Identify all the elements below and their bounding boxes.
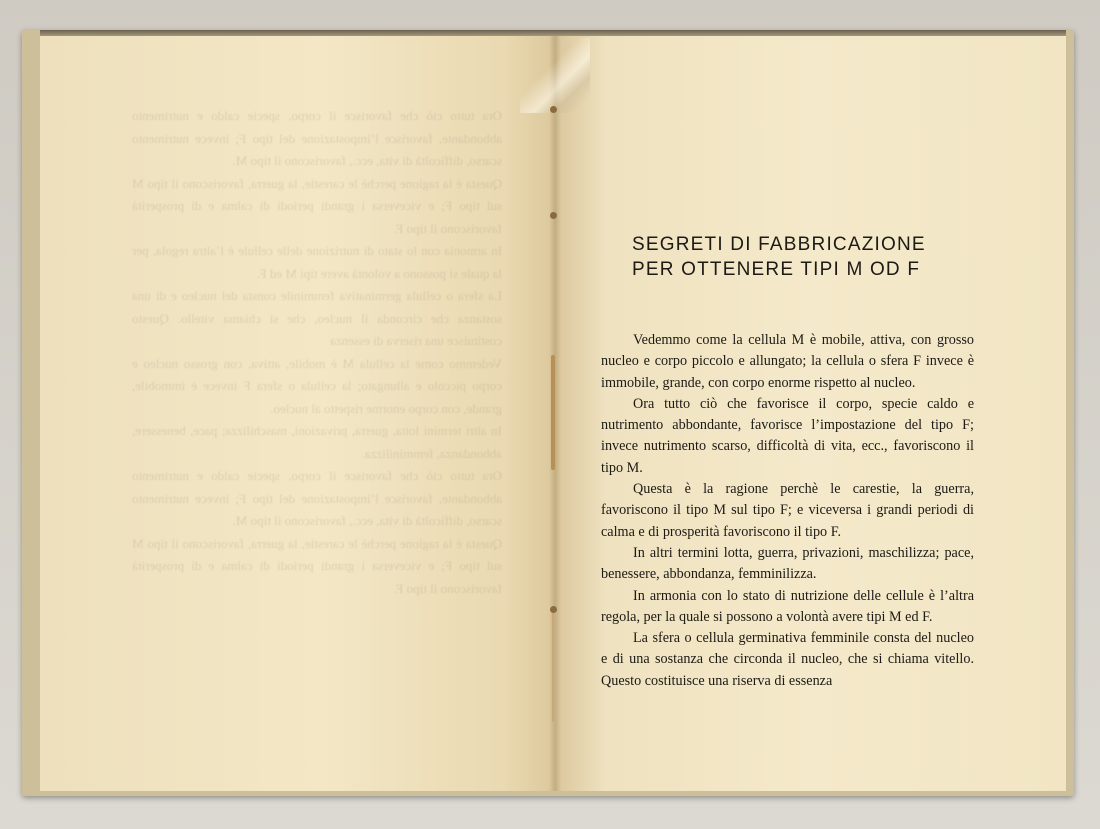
binding-thread-lower [552,612,554,722]
paragraph: La sfera o cellula germinativa femminile consta del nucleo e di una sostanza che circonda il nucleo, che si chiama vitello. Questo costituisce una riserva di essenza [601,630,974,689]
bleed-through-text [132,105,502,600]
paragraph: In armonia con lo stato di nutrizione delle cellule è l’altra regola, per la quale si possono a volontà avere tipi M ed F. [601,587,974,625]
bleed-through-paragraph: Questa è la ragione perchè le carestie, la guerra, favoriscono il tipo M sul tipo F; e viceversa i grandi periodi di calma e di prosperità favoriscono il tipo F. [132,535,502,596]
bleed-through-paragraph: Ora tutto ciò che favorisce il corpo, specie caldo e nutrimento abbondante, favorisce l’impostazione del tipo F; invece nutrimento scarso, difficoltà di vita, ecc., favoriscono il tipo M. [132,468,502,528]
chapter-title-line-2: PER OTTENERE TIPI M OD F [632,259,921,280]
binding-stitch-1 [550,106,557,113]
bleed-through-paragraph: Ora tutto ciò che favorisce il corpo, specie caldo e nutrimento abbondante, favorisce l’impostazione del tipo F; invece nutrimento scarso, difficoltà di vita, ecc., favoriscono il tipo M. [132,108,502,168]
bleed-through-paragraph: In armonia con lo stato di nutrizione delle cellule è l’altra regola, per la quale si possono a volontà avere tipi M ed F. [132,243,502,281]
binding-stitch-3 [550,606,557,613]
bleed-through-paragraph: La sfera o cellula germinativa femminile consta del nucleo e di una sostanza che circonda il nucleo, che si chiama vitello. Questo costituisce una riserva di essenza [132,288,502,348]
paragraph: Vedemmo come la cellula M è mobile, attiva, con grosso nucleo e corpo piccolo e allungato; la cellula o sfera F invece è immobile, grande, con corpo enorme rispetto al nucleo. [601,332,974,391]
body-text [601,330,974,692]
bleed-through-paragraph: Vedemmo come la cellula M è mobile, attiva, con grosso nucleo e corpo piccolo e allungato; la cellula o sfera F invece è immobile, grande, con corpo enorme rispetto al nucleo. [132,355,502,416]
bleed-through-paragraph: In altri termini lotta, guerra, privazioni, maschilizza; pace, benessere, abbondanza, femminilizza. [132,423,502,461]
page-fold-crease [520,38,590,113]
paragraph: In altri termini lotta, guerra, privazioni, maschilizza; pace, benessere, abbondanza, femminilizza. [601,544,974,583]
chapter-title [600,232,1000,282]
chapter-title-line-1: SEGRETI DI FABBRICAZIONE [632,234,926,255]
bleed-through-paragraph: Questa è la ragione perchè le carestie, la guerra, favoriscono il tipo M sul tipo F; e viceversa i grandi periodi di calma e di prosperità favoriscono il tipo F. [132,175,502,236]
paragraph: Ora tutto ciò che favorisce il corpo, specie caldo e nutrimento abbondante, favorisce l’impostazione del tipo F; invece nutrimento scarso, difficoltà di vita, ecc., favoriscono il tipo M. [601,395,974,476]
binding-thread-upper [551,355,555,470]
paragraph: Questa è la ragione perchè le carestie, la guerra, favoriscono il tipo M sul tipo F; e viceversa i grandi periodi di calma e di prosperità favoriscono il tipo F. [601,481,974,540]
binding-stitch-2 [550,212,557,219]
